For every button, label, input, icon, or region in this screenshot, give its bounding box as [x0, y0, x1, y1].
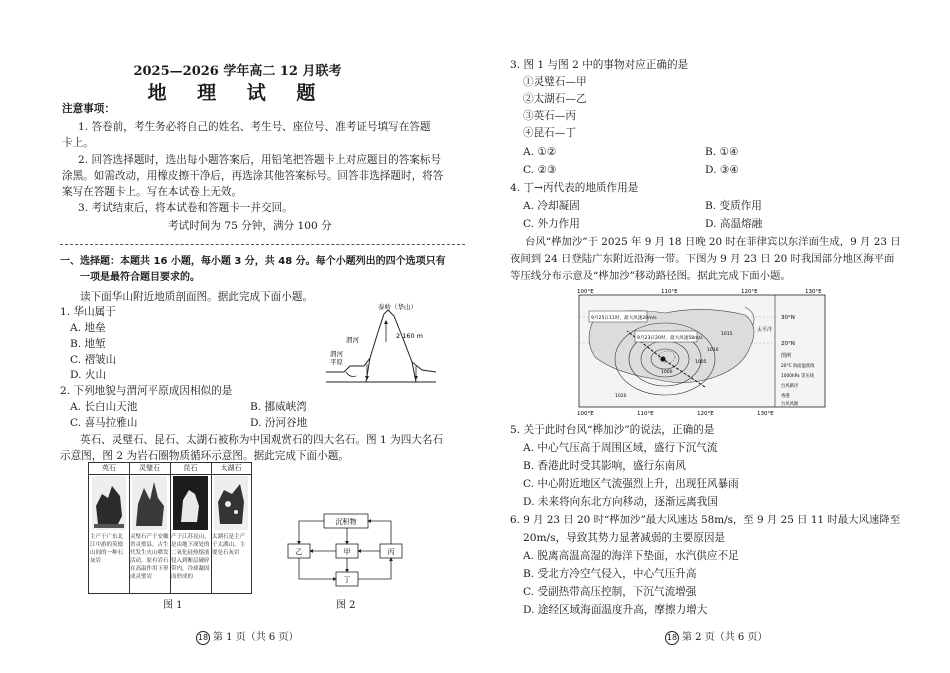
stone-image — [214, 476, 248, 530]
lon-label: 130°E — [757, 411, 774, 417]
right-page — [475, 0, 950, 673]
q6-option-a: A. 脱离高温高湿的海洋下垫面，水汽供应不足 — [523, 550, 739, 562]
q4-option-b: B. 变质作用 — [705, 200, 762, 212]
q2-option-c: C. 喜马拉雅山 — [70, 417, 138, 429]
notice-line: 3. 考试结束后，将本试卷和答题卡一并交回。 — [78, 202, 293, 214]
river-label: 渭河 — [346, 336, 359, 344]
page-number: 第 2 页（共 6 页） — [682, 632, 768, 643]
stone-desc: 灵璧石产于安徽省灵璧县，古生代发生火山喷发活动，原有岩石在高温作用下形成灵璧岩 — [130, 534, 169, 580]
stone-name: 英石 — [89, 463, 129, 475]
lon-label: 110°E — [661, 289, 678, 295]
q6-stem-2: 20m/s，导致其势力显著减弱的主要原因是 — [523, 532, 726, 544]
q3-option-c: C. ②③ — [523, 164, 557, 176]
stone-desc: 产于江苏昆山。是由地下深处的二氧化硅热熔液侵入到断层破碎带内，冷却凝固而形成的 — [171, 534, 210, 580]
stone-desc: 太湖石是主产于太湖山，主要是石灰岩 — [212, 534, 246, 556]
q4-option-a: A. 冷却凝固 — [523, 200, 580, 212]
legend-item: 1000hPa 等压线 — [781, 374, 814, 379]
legend-title: 图例 — [781, 353, 792, 359]
lon-label: 120°E — [697, 411, 714, 417]
q2-option-b: B. 挪威峡湾 — [250, 401, 307, 413]
isobar-label: 1005 — [695, 360, 707, 365]
q3-item: ①灵璧石—甲 — [523, 76, 587, 88]
figure-1-stones — [88, 462, 252, 594]
plain-label-2: 平原 — [330, 358, 343, 366]
stone-desc: 主产于广东北江中游的英德山间的一种石灰岩 — [90, 534, 124, 564]
stone-card — [129, 463, 171, 593]
q1-option-a: A. 地垒 — [70, 322, 106, 334]
notice-line: 1. 答卷前，考生务必将自己的姓名、考生号、座位号、准考证号填写在答题 — [78, 121, 431, 133]
lon-label: 110°E — [637, 411, 654, 417]
height-label: 2 160 m — [396, 332, 424, 340]
stone-name: 昆石 — [170, 463, 211, 475]
q5-option-c: C. 中心附近地区气流强烈上升，出现狂风暴雨 — [523, 478, 739, 490]
section-heading-2: 一项是最符合题目要求的。 — [80, 272, 200, 283]
notice-line: 涂黑。如需改动，用橡皮擦干净后，再选涂其他答案标号。回答非选择题时，将答 — [62, 170, 444, 182]
q2-stem: 2. 下列地貌与渭河平原成因相似的是 — [60, 385, 233, 397]
q2-option-d: D. 汾河谷地 — [250, 417, 308, 429]
node-label: 乙 — [295, 548, 303, 556]
intro-text-3b: 夜间到 24 日登陆广东附近沿海一带。下图为 9 月 23 日 20 时我国部分地区海平面 — [510, 253, 895, 265]
q6-option-d: D. 途经区域海面温度升高，摩擦力增大 — [523, 604, 708, 616]
typhoon-map — [575, 287, 831, 417]
legend-item: 台风路径 — [781, 384, 799, 389]
node-label: 沉积物 — [335, 518, 357, 526]
map-box-2: 9月23日20时，最大风速58m/s — [637, 336, 703, 341]
q3-item: ④昆石—丁 — [523, 127, 576, 139]
lat-label: 30°N — [781, 315, 795, 321]
page-number: 第 1 页（共 6 页） — [213, 632, 299, 643]
legend-item: 香港 — [781, 394, 790, 399]
lat-label: 20°N — [781, 341, 795, 347]
intro-text-2: 英石、灵璧石、昆石、太湖石被称为中国观赏石的四大名石。图 1 为四大名石 — [80, 434, 444, 446]
sea-label: 太平洋 — [757, 327, 773, 333]
section-divider — [60, 244, 465, 245]
q3-stem: 3. 图 1 与图 2 中的事物对应正确的是 — [510, 59, 689, 71]
q6-stem: 6. 9 月 23 日 20 时“桦加沙”最大风速达 58m/s，至 9 月 25 日 11 时最大风速降至 — [510, 514, 901, 526]
exam-badge: 18 — [196, 631, 210, 645]
q6-option-b: B. 受北方冷空气侵入，中心气压升高 — [523, 568, 697, 580]
q5-option-b: B. 香港此时受其影响，盛行东南风 — [523, 460, 686, 472]
stone-image — [92, 476, 126, 530]
notice-line: 2. 回答选择题时，选出每小题答案后，用铅笔把答题卡上对应题目的答案标号 — [78, 154, 442, 166]
exam-title: 2025—2026 学年高二 12 月联考 — [133, 64, 342, 79]
q5-option-d: D. 未来将向东北方向移动，逐渐远离我国 — [523, 496, 718, 508]
q3-item: ②太湖石—乙 — [523, 93, 587, 105]
stone-card — [89, 463, 130, 593]
isobar-label: 1000 — [661, 370, 673, 375]
q4-stem: 4. 丁→丙代表的地质作用是 — [510, 182, 639, 194]
exam-badge: 18 — [665, 631, 679, 645]
peak-label: 泰岭（华山） — [378, 303, 417, 311]
page-footer — [665, 628, 767, 645]
q3-option-b: B. ①④ — [705, 146, 739, 158]
stone-name: 太湖石 — [211, 463, 251, 475]
notice-heading: 注意事项： — [62, 103, 115, 115]
q5-option-a: A. 中心气压高于周围区域，盛行下沉气流 — [523, 442, 718, 454]
isobar-label: 1015 — [721, 332, 733, 337]
legend-item: 台风风圈 — [781, 402, 799, 407]
figure-2-caption: 图 2 — [336, 600, 356, 611]
node-label: 丙 — [387, 548, 395, 556]
legend-item: 20°C 海面温度线 — [781, 364, 815, 369]
subject-title: 地 理 试 题 — [147, 82, 328, 104]
stone-image — [132, 476, 167, 530]
stone-card — [211, 463, 251, 593]
q1-option-d: D. 火山 — [70, 369, 107, 381]
q3-option-d: D. ③④ — [705, 164, 739, 176]
intro-text-3: 台风“桦加沙”于 2025 年 9 月 18 日晚 20 时在菲律宾以东洋面生成，9 月 23 日 — [525, 236, 901, 248]
section-heading: 一、选择题：本题共 16 小题，每小题 3 分，共 48 分。每个小题列出的四个选项只有 — [60, 256, 446, 267]
q6-option-c: C. 受副热带高压控制，下沉气流增强 — [523, 586, 697, 598]
time-score: 考试时间为 75 分钟，满分 100 分 — [168, 220, 332, 232]
page-footer — [196, 628, 298, 645]
node-label: 甲 — [343, 548, 351, 556]
q2-option-a: A. 长白山天池 — [70, 401, 138, 413]
notice-line: 卡上。 — [62, 137, 94, 149]
q4-option-d: D. 高温熔融 — [705, 218, 763, 230]
figure-2-rock-cycle — [284, 510, 414, 590]
isobar-label: 1020 — [615, 394, 627, 399]
q5-stem: 5. 关于此时台风“桦加沙”的说法，正确的是 — [510, 424, 715, 436]
intro-text-3c: 等压线分布示意及“桦加沙”移动路径图。据此完成下面小题。 — [510, 270, 791, 282]
figure-1-caption: 图 1 — [163, 600, 183, 611]
q4-option-c: C. 外力作用 — [523, 218, 580, 230]
q3-item: ③英石—丙 — [523, 110, 576, 122]
isobar-label: 1010 — [707, 348, 719, 353]
lon-label: 120°E — [741, 289, 758, 295]
intro-text: 读下面华山附近地质剖面图。据此完成下面小题。 — [80, 291, 314, 303]
intro-text-2b: 示意图，图 2 为岩石圈物质循环示意图。据此完成下面小题。 — [60, 450, 349, 462]
q1-option-b: B. 地堑 — [70, 338, 106, 350]
q3-option-a: A. ①② — [523, 146, 557, 158]
geologic-profile-figure — [326, 302, 436, 384]
map-box-1: 9月25日11时，最大风速20m/s — [591, 316, 657, 321]
q1-stem: 1. 华山属于 — [60, 306, 116, 318]
lon-label: 100°E — [577, 411, 594, 417]
lon-label: 130°E — [805, 289, 822, 295]
node-label: 丁 — [343, 576, 351, 584]
stone-name: 灵璧石 — [129, 463, 170, 475]
stone-card — [170, 463, 212, 593]
stone-image — [173, 476, 208, 530]
q1-option-c: C. 褶皱山 — [70, 354, 117, 366]
lon-label: 100°E — [577, 289, 594, 295]
notice-line: 案写在答题卡上。写在本试卷上无效。 — [62, 186, 243, 198]
plain-label-1: 渭河 — [330, 350, 343, 358]
